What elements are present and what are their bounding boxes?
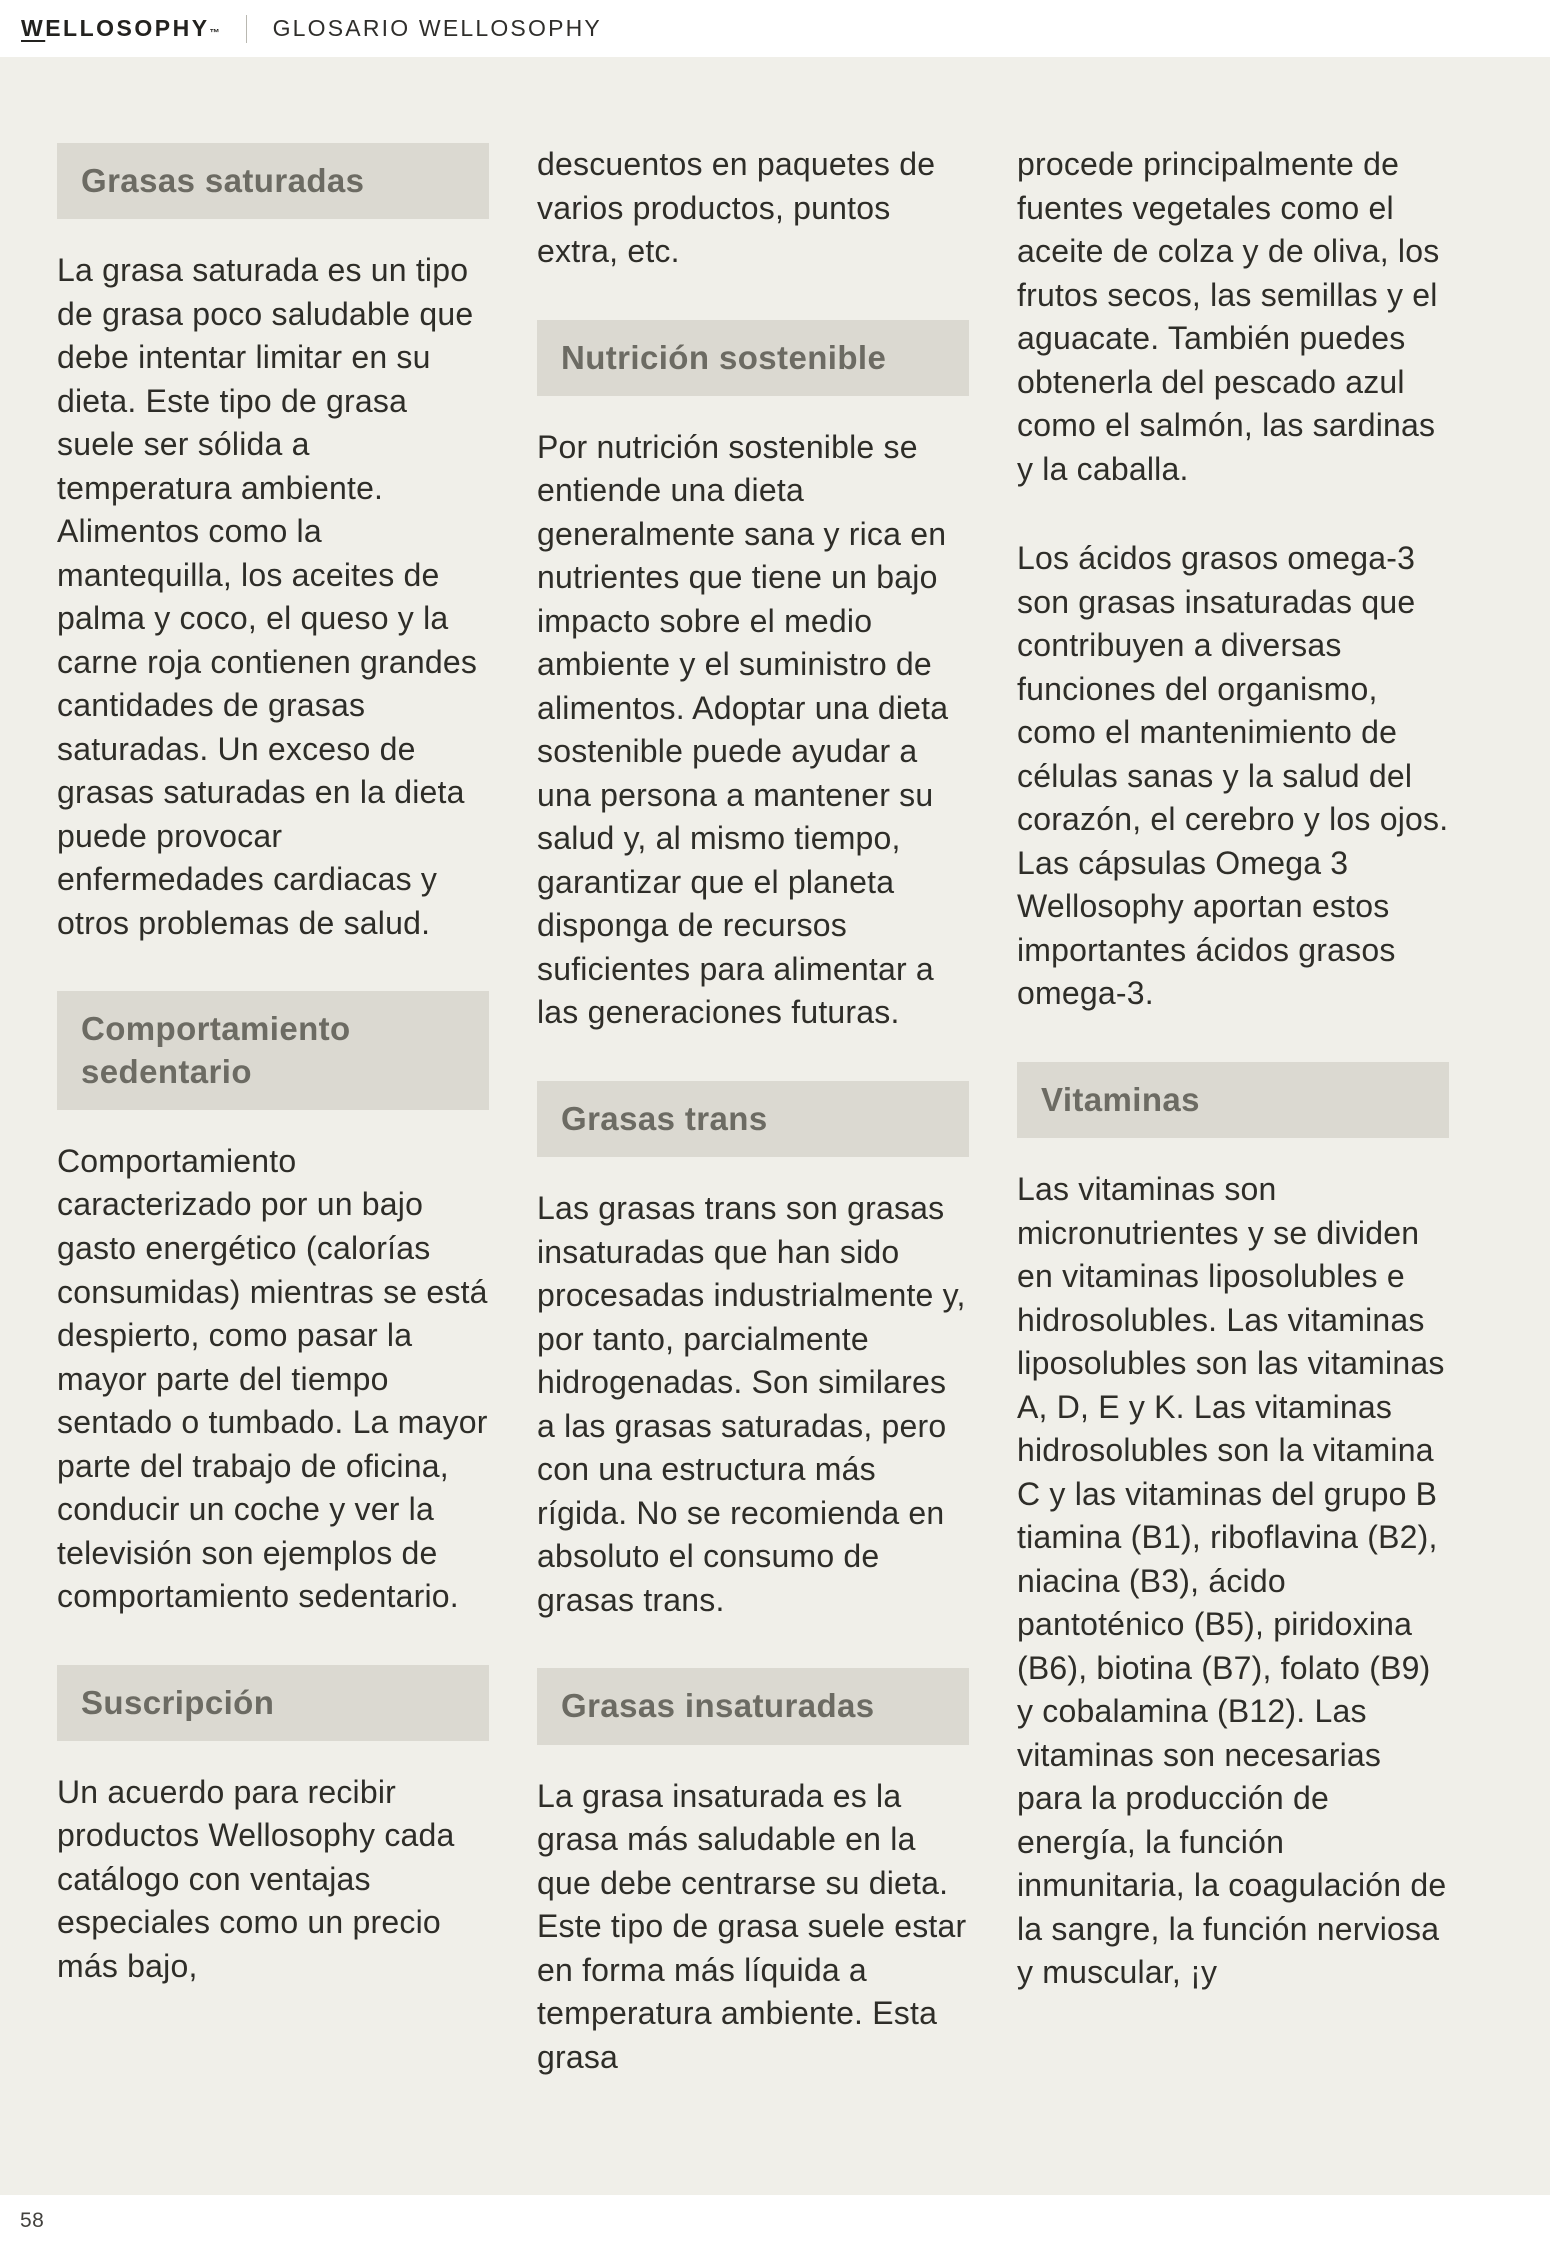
page-title: GLOSARIO WELLOSOPHY <box>272 15 602 41</box>
trademark-symbol: ™ <box>209 28 220 39</box>
page-number: 58 <box>20 2209 45 2232</box>
glossary-column-2 <box>537 143 969 2195</box>
glossary-definition: La grasa saturada es un tipo de grasa poco saludable que debe intentar limitar en su dieta. Este tipo de grasa suele ser sólida a temperatura ambiente. Alimentos como la mantequilla, los aceites de palma y coco, el queso y la carne roja contienen grandes cantidades de grasas saturadas. Un exceso de grasas saturadas en la dieta puede provocar enfermedades cardiacas y otros problemas de salud. <box>57 252 478 941</box>
page-footer <box>0 2195 1550 2247</box>
brand-logo <box>21 15 220 42</box>
glossary-definition: procede principalmente de fuentes vegetales como el aceite de colza y de oliva, los frutos secos, las semillas y el aguacate. También puedes obtenerla del pescado azul como el salmón, las sardinas y la caballa. <box>1017 146 1440 487</box>
brand-logo-initial: W <box>21 15 46 41</box>
glossary-term-heading: Nutrición sostenible <box>537 320 969 396</box>
glossary-column-1 <box>57 143 489 2195</box>
brand-logo-text: ELLOSOPHY <box>45 15 210 41</box>
page-header <box>0 0 1550 57</box>
glossary-term-heading: Comportamiento sedentario <box>57 991 489 1109</box>
glossary-term-heading: Grasas saturadas <box>57 143 489 219</box>
glossary-definition: Un acuerdo para recibir productos Wellosophy cada catálogo con ventajas especiales como un precio más bajo, <box>57 1773 455 1984</box>
glossary-definition: descuentos en paquetes de varios productos, puntos extra, etc. <box>537 146 936 270</box>
header-divider <box>246 15 247 43</box>
glossary-definition: La grasa insaturada es la grasa más saludable en la que debe centrarse su dieta. Este tipo de grasa suele estar en forma más líquida a temperatura ambiente. Esta grasa <box>537 1777 967 2075</box>
glossary-definition: Las vitaminas son micronutrientes y se dividen en vitaminas liposolubles e hidrosolubles. Las vitaminas liposolubles son las vitaminas A, D, E y K. Las vitaminas hidrosolubles son la vitamina C y las vitaminas del grupo B tiamina (B1), riboflavina (B2), niacina (B3), ácido pantoténico (B5), piridoxina (B6), biotina (B7), folato (B9) y cobalamina (B12). Las vitaminas son necesarias para la producción de energía, la función inmunitaria, la coagulación de la sangre, la función nerviosa y muscular, ¡y <box>1017 1171 1447 1991</box>
glossary-definition: Por nutrición sostenible se entiende una dieta generalmente sana y rica en nutrientes que tiene un bajo impacto sobre el medio ambiente y el suministro de alimentos. Adoptar una dieta sostenible puede ayudar a una persona a mantener su salud y, al mismo tiempo, garantizar que el planeta disponga de recursos suficientes para alimentar a las generaciones futuras. <box>537 428 949 1031</box>
glossary-term-heading: Grasas insaturadas <box>537 1668 969 1744</box>
glossary-definition: Los ácidos grasos omega-3 son grasas insaturadas que contribuyen a diversas funciones del organismo, como el mantenimiento de células sanas y la salud del corazón, el cerebro y los ojos. Las cápsulas Omega 3 Wellosophy aportan estos importantes ácidos grasos omega-3. <box>1017 540 1449 1012</box>
glossary-term-heading: Vitaminas <box>1017 1062 1449 1138</box>
glossary-content <box>0 57 1550 2195</box>
glossary-column-3 <box>1017 143 1449 2195</box>
glossary-term-heading: Suscripción <box>57 1665 489 1741</box>
glossary-definition: Las grasas trans son grasas insaturadas que han sido procesadas industrialmente y, por tanto, parcialmente hidrogenadas. Son similares a las grasas saturadas, pero con una estructura más rígida. No se recomienda en absoluto el consumo de grasas trans. <box>537 1190 966 1618</box>
glossary-definition: Comportamiento caracterizado por un bajo gasto energético (calorías consumidas) mientras se está despierto, como pasar la mayor parte del tiempo sentado o tumbado. La mayor parte del trabajo de oficina, conducir un coche y ver la televisión son ejemplos de comportamiento sedentario. <box>57 1142 488 1615</box>
glossary-term-heading: Grasas trans <box>537 1081 969 1157</box>
